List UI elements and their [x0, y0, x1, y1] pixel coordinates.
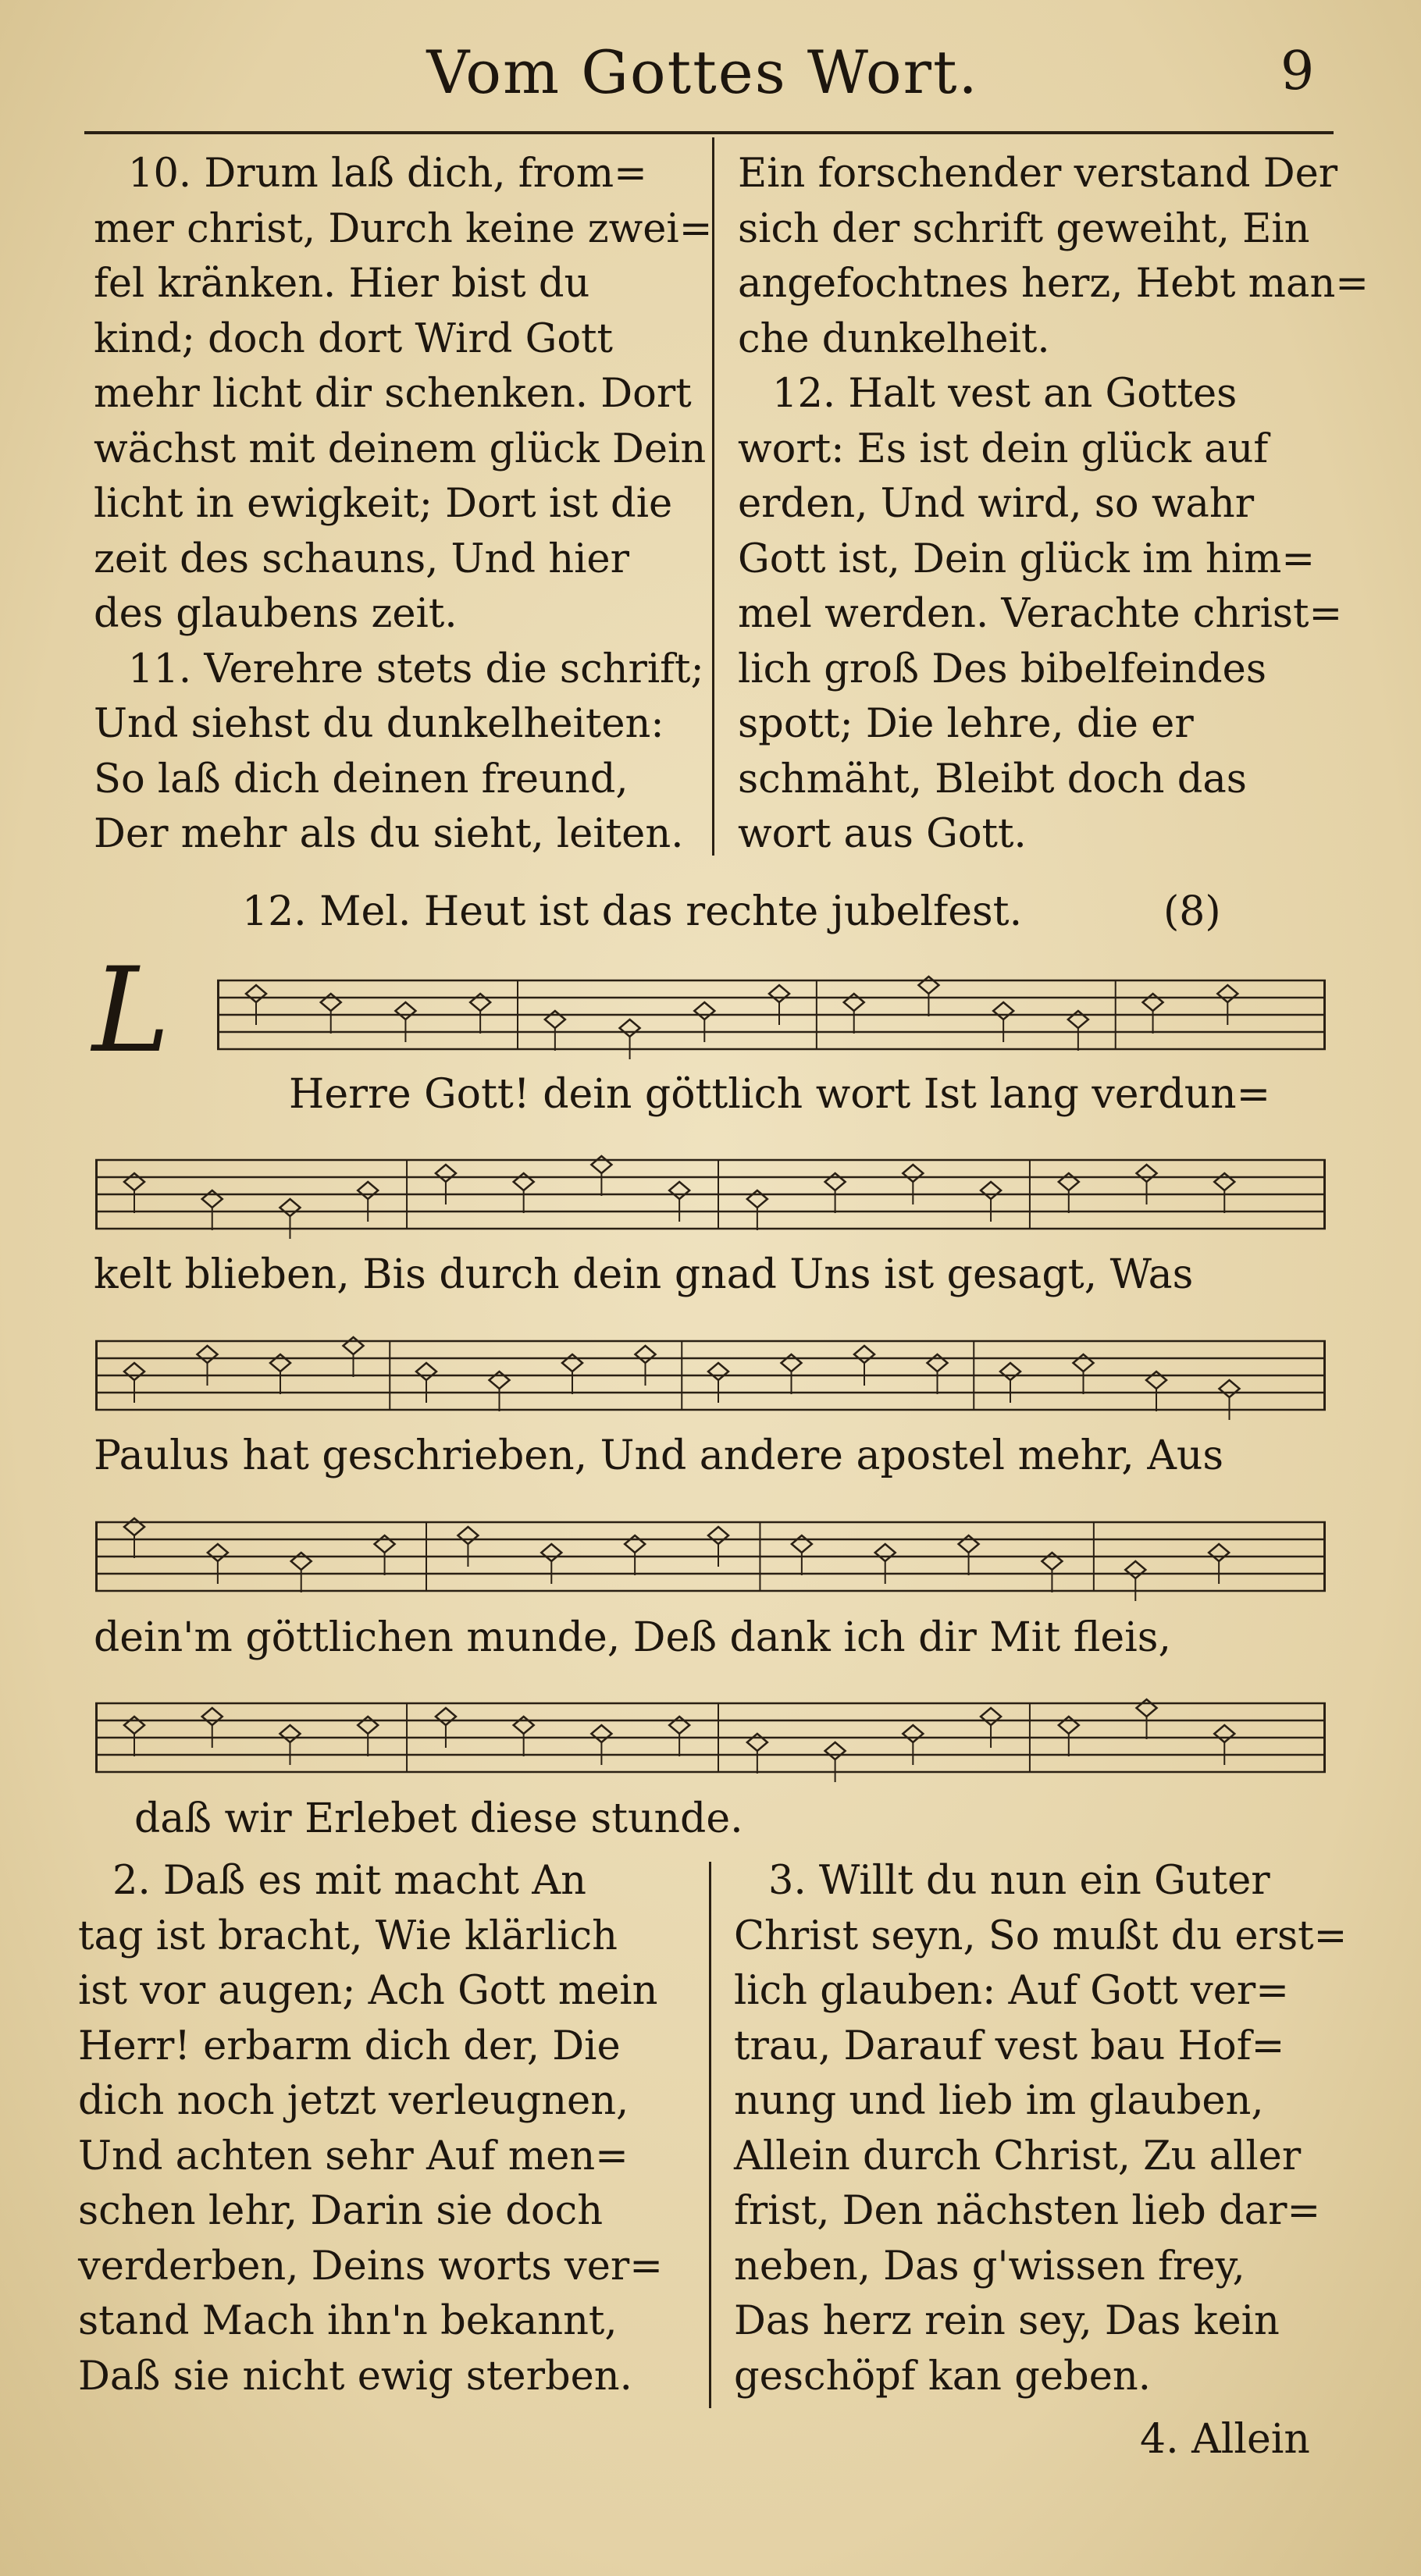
note-head: [545, 1011, 565, 1028]
note-head: [395, 1002, 415, 1019]
note-head: [903, 1725, 923, 1742]
text-line: mel werden. Verachte christ=: [738, 591, 1343, 637]
music-staff-1: [217, 966, 1326, 1060]
catchword: 4. Allein: [1140, 2416, 1310, 2463]
text-line: verderben, Deins worts ver=: [78, 2243, 664, 2290]
text-line: neben, Das g'wissen frey,: [734, 2243, 1245, 2290]
text-line: Ein forschender verstand Der: [738, 151, 1338, 197]
text-line: frist, Den nächsten lieb dar=: [734, 2188, 1321, 2234]
note-head: [591, 1156, 611, 1173]
note-head: [358, 1182, 378, 1199]
bar-line: [1323, 1522, 1326, 1591]
note-head: [198, 1346, 218, 1363]
note-head: [1000, 1363, 1020, 1380]
text-line: ist vor augen; Ach Gott mein: [78, 1968, 658, 2014]
verse-left-column: [78, 1854, 663, 2404]
text-line: des glaubens zeit.: [94, 591, 458, 637]
text-line: kind; doch dort Wird Gott: [94, 315, 614, 362]
page-number: 9: [1280, 41, 1315, 102]
note-head: [1059, 1173, 1079, 1190]
lyric-line-4: dein'm göttlichen munde, Deß dank ich dir Mit fleis,: [94, 1614, 1172, 1661]
text-line: erden, Und wird, so wahr: [738, 481, 1255, 527]
note-head: [875, 1544, 896, 1561]
note-head: [708, 1363, 728, 1380]
note-head: [1042, 1553, 1062, 1570]
header-rule: [84, 131, 1334, 134]
text-line: dich noch jetzt verleugnen,: [78, 2078, 629, 2124]
note-head: [291, 1553, 312, 1570]
note-head: [1137, 1699, 1157, 1717]
text-line: Allein durch Christ, Zu aller: [734, 2133, 1302, 2179]
note-head: [124, 1173, 144, 1190]
text-line: lich groß Des bibelfeindes: [738, 646, 1267, 692]
note-head: [208, 1544, 228, 1561]
note-head: [470, 994, 490, 1011]
note-head: [514, 1173, 534, 1190]
note-head: [358, 1717, 378, 1734]
bar-line: [1323, 1341, 1326, 1410]
text-line: Christ seyn, So mußt du erst=: [734, 1912, 1348, 1959]
text-line: Daß sie nicht ewig sterben.: [78, 2353, 632, 2400]
text-line: spott; Die lehre, die er: [738, 701, 1194, 747]
lyric-line-5: daß wir Erlebet diese stunde.: [134, 1795, 743, 1842]
note-head: [1068, 1011, 1088, 1028]
text-line: tag ist bracht, Wie klärlich: [78, 1912, 618, 1959]
text-line: wächst mit deinem glück Dein: [94, 425, 707, 472]
text-line: Und achten sehr Auf men=: [78, 2133, 629, 2179]
note-head: [1217, 985, 1238, 1002]
melody-heading: 12. Mel. Heut ist das rechte jubelfest.: [242, 888, 1023, 935]
text-line: stand Mach ihn'n bekannt,: [78, 2298, 618, 2344]
note-head: [747, 1734, 767, 1751]
note-head: [1220, 1380, 1240, 1397]
note-head: [1125, 1561, 1145, 1578]
note-head: [416, 1363, 436, 1380]
note-head: [844, 994, 864, 1011]
bar-line: [95, 1341, 98, 1410]
initial-letter: L: [92, 943, 170, 1079]
text-line: schen lehr, Darin sie doch: [78, 2188, 604, 2234]
music-staff-2: [95, 1146, 1326, 1240]
bar-line: [1323, 1160, 1326, 1229]
note-head: [562, 1354, 582, 1372]
note-head: [694, 1002, 714, 1019]
text-line: Der mehr als du sieht, leiten.: [94, 811, 684, 857]
note-head: [620, 1019, 640, 1037]
text-line: Das herz rein sey, Das kein: [734, 2298, 1280, 2344]
bar-line: [1323, 1703, 1326, 1772]
text-line: zeit des schauns, Und hier: [94, 535, 629, 582]
text-line: So laß dich deinen freund,: [94, 756, 629, 802]
text-line: wort: Es ist dein glück auf: [738, 425, 1269, 472]
note-head: [490, 1372, 510, 1389]
note-head: [959, 1535, 979, 1553]
text-line: 12. Halt vest an Gottes: [772, 371, 1238, 417]
note-head: [625, 1535, 645, 1553]
column-divider: [712, 137, 714, 856]
music-staff-4: [95, 1508, 1326, 1602]
note-head: [669, 1717, 689, 1734]
melody-mode: (8): [1163, 888, 1221, 935]
top-right-column: [738, 147, 1369, 863]
note-head: [993, 1002, 1013, 1019]
text-line: 11. Verehre stets die schrift;: [128, 646, 704, 692]
text-line: nung und lieb im glauben,: [734, 2078, 1264, 2124]
note-head: [792, 1535, 812, 1553]
text-line: geschöpf kan geben.: [734, 2353, 1151, 2400]
music-staff-5: [95, 1689, 1326, 1783]
note-head: [280, 1199, 300, 1216]
bar-line: [95, 1522, 98, 1591]
note-head: [458, 1527, 478, 1544]
staff-notation: [95, 1327, 1326, 1421]
text-line: fel kränken. Hier bist du: [94, 261, 590, 307]
note-head: [344, 1337, 364, 1354]
note-head: [1214, 1173, 1234, 1190]
note-head: [1059, 1717, 1079, 1734]
lyric-line-1: Herre Gott! dein göttlich wort Ist lang verdun=: [289, 1071, 1271, 1118]
note-head: [1143, 994, 1163, 1011]
note-head: [124, 1717, 144, 1734]
text-line: che dunkelheit.: [738, 315, 1050, 362]
note-head: [1214, 1725, 1234, 1742]
bar-line: [95, 1160, 98, 1229]
note-head: [280, 1725, 300, 1742]
music-staff-3: [95, 1327, 1326, 1421]
note-head: [124, 1363, 144, 1380]
note-head: [825, 1742, 846, 1759]
note-head: [854, 1346, 874, 1363]
bar-line: [1323, 980, 1326, 1049]
text-line: Und siehst du dunkelheiten:: [94, 701, 664, 747]
text-line: 10. Drum laß dich, from=: [128, 151, 647, 197]
text-line: sich der schrift geweiht, Ein: [738, 205, 1310, 252]
text-line: mer christ, Durch keine zwei=: [94, 205, 713, 252]
note-head: [321, 994, 341, 1011]
note-head: [246, 985, 266, 1002]
verse-right-column: [734, 1854, 1347, 2404]
bar-line: [217, 980, 219, 1049]
bar-line: [95, 1703, 98, 1772]
running-header-title: Vom Gottes Wort.: [426, 37, 979, 107]
note-head: [270, 1354, 290, 1372]
text-line: angefochtnes herz, Hebt man=: [738, 261, 1369, 307]
lyric-line-3: Paulus hat geschrieben, Und andere apostel mehr, Aus: [94, 1432, 1224, 1479]
note-head: [202, 1708, 223, 1725]
staff-notation: [95, 1689, 1326, 1783]
note-head: [1146, 1372, 1166, 1389]
note-head: [375, 1535, 395, 1553]
lyric-line-2: kelt blieben, Bis durch dein gnad Uns ist gesagt, Was: [94, 1251, 1194, 1298]
note-head: [1074, 1354, 1094, 1372]
text-line: lich glauben: Auf Gott ver=: [734, 1968, 1290, 2014]
note-head: [903, 1165, 923, 1182]
note-head: [202, 1190, 223, 1208]
text-line: schmäht, Bleibt doch das: [738, 756, 1247, 802]
staff-notation: [95, 1508, 1326, 1602]
note-head: [782, 1354, 802, 1372]
note-head: [747, 1190, 767, 1208]
note-head: [124, 1518, 144, 1535]
text-line: trau, Darauf vest bau Hof=: [734, 2023, 1285, 2069]
note-head: [636, 1346, 656, 1363]
top-left-column: [94, 147, 712, 863]
staff-notation: [95, 1146, 1326, 1240]
note-head: [981, 1708, 1001, 1725]
note-head: [918, 977, 938, 994]
note-head: [436, 1165, 456, 1182]
note-head: [928, 1354, 948, 1372]
note-head: [436, 1708, 456, 1725]
text-line: Gott ist, Dein glück im him=: [738, 535, 1316, 582]
note-head: [669, 1182, 689, 1199]
column-divider: [709, 1862, 711, 2408]
text-line: wort aus Gott.: [738, 811, 1027, 857]
note-head: [1137, 1165, 1157, 1182]
text-line: 2. Daß es mit macht An: [112, 1858, 586, 1904]
staff-notation: [217, 966, 1326, 1060]
note-head: [825, 1173, 846, 1190]
note-head: [591, 1725, 611, 1742]
note-head: [981, 1182, 1001, 1199]
text-line: 3. Willt du nun ein Guter: [768, 1858, 1270, 1904]
text-line: mehr licht dir schenken. Dort: [94, 371, 692, 417]
text-line: Herr! erbarm dich der, Die: [78, 2023, 621, 2069]
text-line: licht in ewigkeit; Dort ist die: [94, 481, 673, 527]
note-head: [514, 1717, 534, 1734]
note-head: [541, 1544, 561, 1561]
note-head: [769, 985, 789, 1002]
note-head: [708, 1527, 728, 1544]
note-head: [1209, 1544, 1229, 1561]
